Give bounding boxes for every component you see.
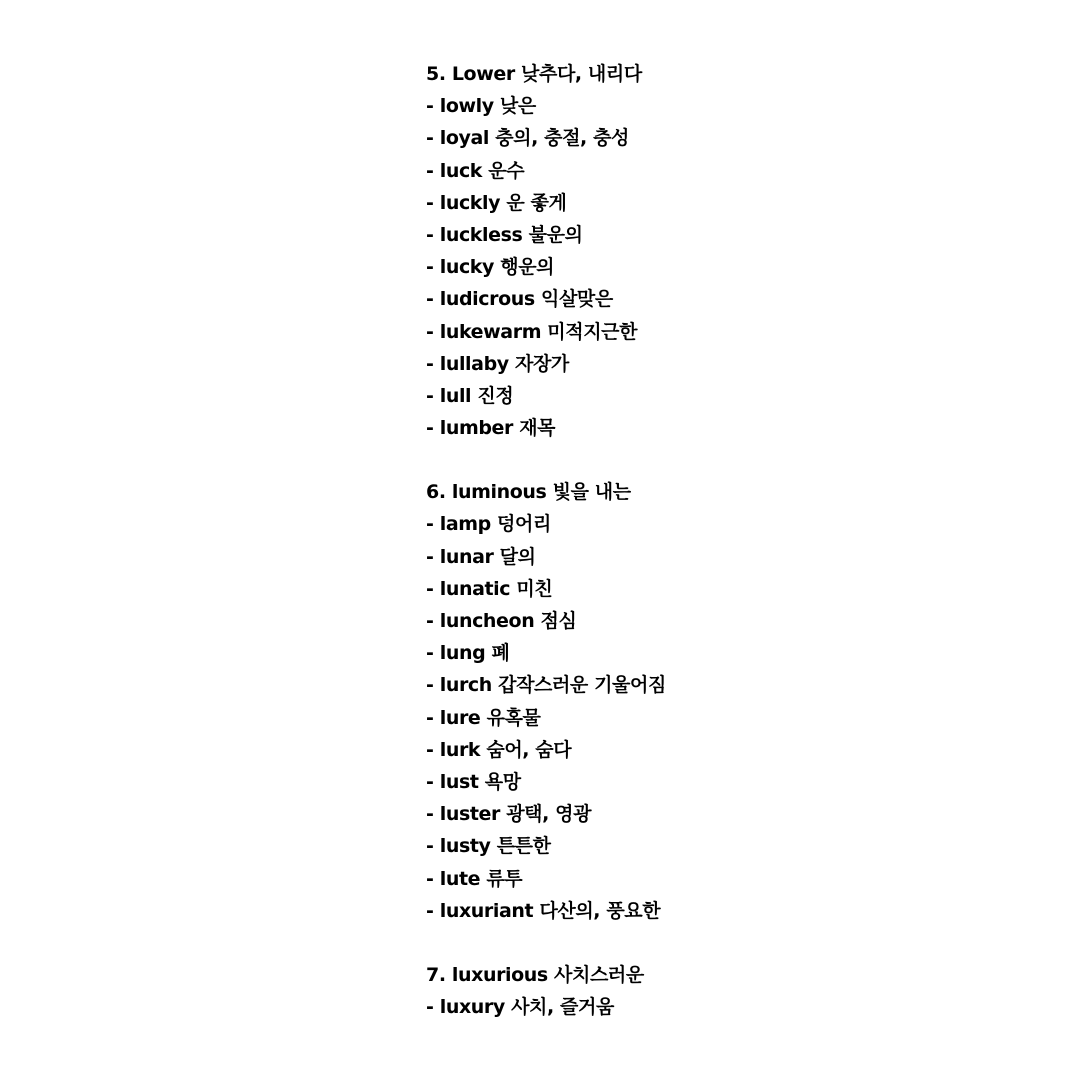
list-item: - lullaby 자장가 — [426, 352, 569, 375]
list-item: - lukewarm 미적지근한 — [426, 320, 638, 343]
list-item: - luxury 사치, 즐거움 — [426, 996, 614, 1019]
list-item: - lurk 숨어, 숨다 — [426, 738, 572, 761]
list-item: - lurch 갑작스러운 기울어짐 — [426, 674, 666, 697]
section-header: 6. luminous 빛을 내는 — [426, 481, 631, 504]
list-item: - luck 운수 — [426, 159, 525, 182]
list-item: - lamp 덩어리 — [426, 513, 551, 536]
vocabulary-list — [426, 58, 1046, 1055]
list-item: - ludicrous 익살맞은 — [426, 288, 613, 311]
list-item: - luckly 운 좋게 — [426, 191, 567, 214]
list-item: - luckless 불운의 — [426, 223, 583, 246]
list-item: - lusty 튼튼한 — [426, 835, 551, 858]
list-item: - lunar 달의 — [426, 545, 536, 568]
list-item: - lunatic 미친 — [426, 577, 553, 600]
list-item: - lucky 행운의 — [426, 256, 555, 279]
list-item: - lowly 낮은 — [426, 95, 536, 118]
list-item: - luster 광택, 영광 — [426, 803, 592, 826]
list-item: - loyal 충의, 충절, 충성 — [426, 127, 629, 150]
list-item: - lust 욕망 — [426, 770, 521, 793]
section-6 — [426, 476, 1046, 927]
list-item: - luxuriant 다산의, 풍요한 — [426, 899, 661, 922]
list-item: - lure 유혹물 — [426, 706, 541, 729]
section-header: 5. Lower 낮추다, 내리다 — [426, 63, 642, 85]
list-item: - luncheon 점심 — [426, 610, 577, 632]
list-item: - lung 폐 — [426, 642, 510, 665]
section-5 — [426, 58, 1046, 444]
section-7 — [426, 959, 1046, 1023]
section-header: 7. luxurious 사치스러운 — [426, 963, 644, 986]
list-item: - lute 류투 — [426, 867, 523, 890]
list-item: - lumber 재목 — [426, 417, 556, 440]
list-item: - lull 진정 — [426, 384, 514, 407]
